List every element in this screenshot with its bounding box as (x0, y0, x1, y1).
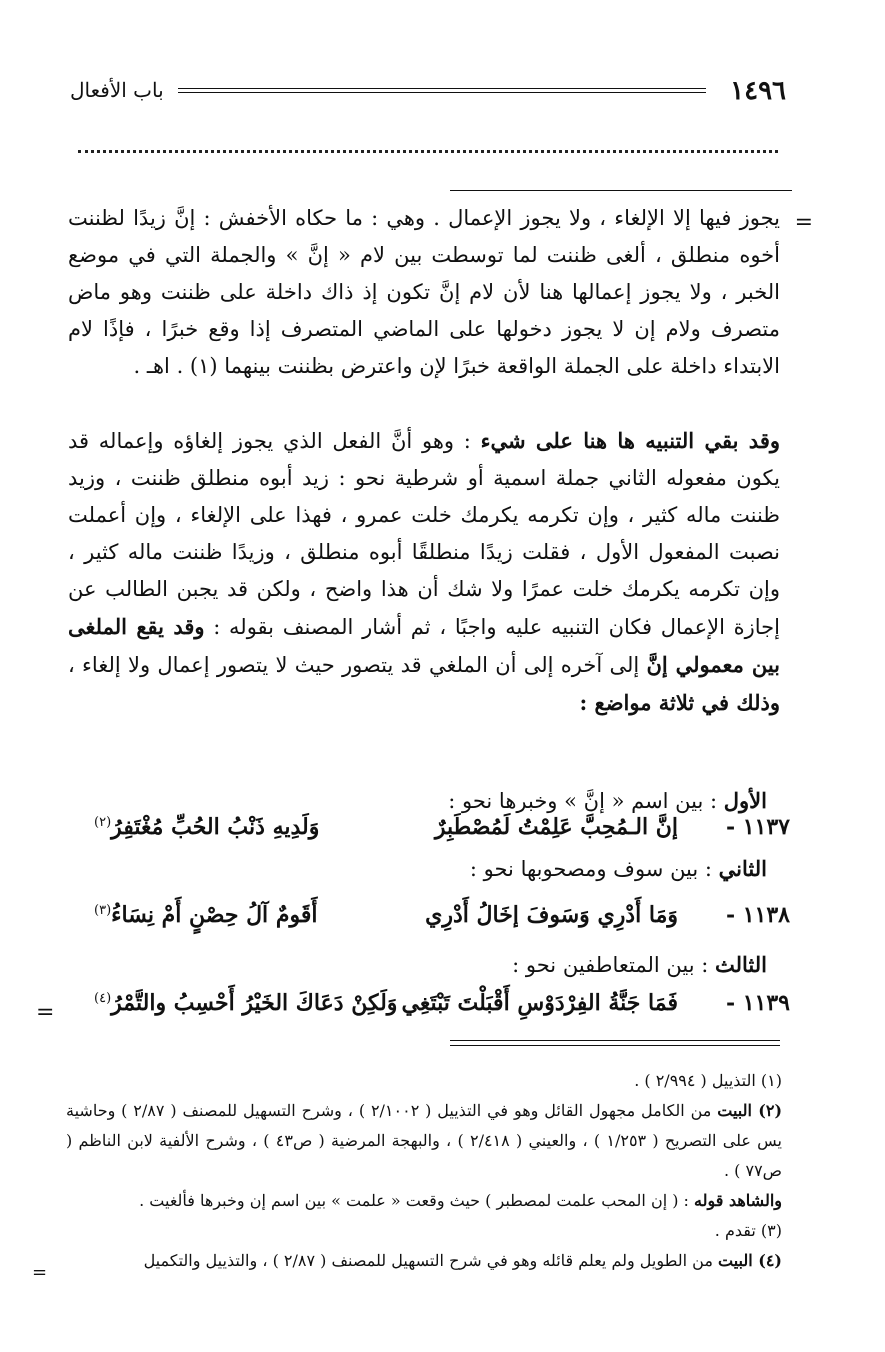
footnote-lead: (٤) البيت (718, 1251, 782, 1270)
continuation-mark: = (36, 1000, 55, 1025)
section-rule (450, 190, 792, 191)
verse-hemistich-second (90, 902, 317, 928)
verse-hemistich-text: وَلَدِيهِ ذَنْبُ الحُبِّ مُغْتَفِرُ (111, 814, 320, 840)
paragraph-text: إلى آخره إلى أن الملغي قد يتصور حيث لا يتصور إعمال ولا إلغاء ، (68, 653, 647, 677)
verse-hemistich-second (90, 814, 319, 840)
page-number: ١٤٩٦ (730, 76, 786, 106)
verse-hemistich-text: وَلَكِنْ دَعَاكَ الخَيْرُ أَحْسِبُ والتَّمْرُ (111, 990, 398, 1016)
continuation-mark: = (32, 1262, 48, 1283)
paragraph-text: : وهو أنَّ الفعل الذي يجوز إلغاؤه وإعماله قد يكون مفعوله الثاني جملة اسمية أو شرطية نحو : زيد أبوه منطلق ظننت ، وزيد ظننت ماله كثير ، وإن تكرمه يكرمك خلت عمرو ، فهذا على الإلغاء ، وإن أعملت نصبت المفعول الأول ، فقلت زيدًا منطلقًا أبوه منطلق ، وزيدًا ظننت ماله كثير ، وإن تكرمه يكرمك خلت عمرًا ولا شك أن هذا واضح ، ولكن قد يجبن الطالب عن إجازة الإعمال فكان التنبيه عليه واجبًا ، ثم أشار المصنف بقوله : (68, 429, 780, 639)
running-header (70, 76, 786, 108)
footnote-ref: (٤) (94, 990, 112, 1006)
footnote-lead: (٢) البيت (717, 1101, 783, 1120)
verse-number: ١١٣٩ - (725, 990, 790, 1016)
verse-1139 (90, 990, 790, 1030)
verse-hemistich-first: وَمَا أَدْرِي وَسَوفَ إخَالُ أَدْرِي (425, 902, 678, 928)
case-text: : بين سوف ومصحوبها نحو : (469, 857, 719, 881)
dotted-separator (78, 150, 778, 153)
chapter-title: باب الأفعال (70, 78, 164, 102)
footnotes (66, 1066, 782, 1276)
footnote-ref: (٢) (94, 814, 112, 830)
case-label: الثالث (715, 952, 767, 977)
verse-number: ١١٣٧ - (725, 814, 790, 840)
footnote-text: من الكامل مجهول القائل وهو في التذييل ( ٢/١٠٠٢ ) ، وشرح التسهيل للمصنف ( ٢/٨٧ ) وحاشية يس على التصريح ( ١/٢٥٣ ) ، والعيني ( ٢/٤١٨ ) ، والبهجة المرضية ( ص٤٣ ) ، وشرح الألفية لابن الناظم ( ص٧٧ ) . (66, 1101, 783, 1180)
footnote-ref: (٣) (94, 902, 112, 918)
footnote-text: من الطويل ولم يعلم قائله وهو في شرح التسهيل للمصنف ( ٢/٨٧ ) ، والتذييل والتكميل (143, 1251, 718, 1270)
bold-lead: وقد بقي التنبيه ها هنا على شيء (480, 428, 780, 453)
verse-hemistich-second (90, 990, 397, 1016)
footnote-1: (١) التذييل ( ٢/٩٩٤ ) . (634, 1071, 782, 1090)
footnote-separator (450, 1040, 780, 1046)
verse-hemistich-first: إنَّ الـمُحِبَّ عَلِمْتُ لَمُصْطَبِرٌ (434, 814, 678, 840)
case-text: : بين اسم « إنَّ » وخبرها نحو : (448, 789, 724, 813)
case-second (470, 856, 767, 881)
footnote-shahid (66, 1186, 782, 1216)
verse-hemistich-first: فَمَا جَنَّةُ الفِرْدَوْسِ أَقْبَلْتَ تَبْتَغِي (401, 990, 678, 1016)
verse-1137 (90, 814, 790, 854)
case-first (448, 788, 767, 813)
bold-tail: وذلك في ثلاثة مواضع : (579, 690, 780, 715)
case-label: الثاني (718, 856, 767, 881)
case-label: الأول (723, 788, 767, 813)
quoted-matn: وقد يقع الملغى بين معمولي إنَّ (68, 614, 780, 677)
footnote-text: : ( إن المحب علمت لمصطبر ) حيث وقعت « علمت » بين اسم إن وخبرها فألغيت . (139, 1191, 695, 1210)
continuation-mark: = (794, 210, 813, 235)
case-text: : بين المتعاطفين نحو : (512, 953, 715, 977)
verse-1138 (90, 902, 790, 942)
footnote-3: (٣) تقدم . (714, 1221, 782, 1240)
verse-number: ١١٣٨ - (725, 902, 790, 928)
paragraph-tanbih (68, 422, 780, 722)
footnote-2 (66, 1096, 782, 1186)
verse-hemistich-text: أَقَومٌ آلُ حِصْنٍ أَمْ نِسَاءُ (111, 902, 318, 928)
header-rule (178, 88, 706, 93)
footnote-4 (66, 1246, 782, 1276)
case-third (512, 952, 767, 977)
footnote-lead: والشاهد قوله (694, 1191, 782, 1210)
paragraph-continued: يجوز فيها إلا الإلغاء ، ولا يجوز الإعمال . وهي : ما حكاه الأخفش : إنَّ زيدًا لظننت أخوه منطلق ، ألغى ظننت لما توسطت بين لام « إنَّ » والجملة التي في موضع الخبر ، ولا يجوز إعمالها هنا لأن لام إنَّ تكون إذ ذاك داخلة على ظننت وهو ماض متصرف ولام إن لا يجوز دخولها على الماضي المتصرف إذا وقع خبرًا ، فإذًا لام الابتداء داخلة على الجملة الواقعة خبرًا لإن واعترض بظننت بينهما (١) . اهـ . (68, 206, 780, 378)
